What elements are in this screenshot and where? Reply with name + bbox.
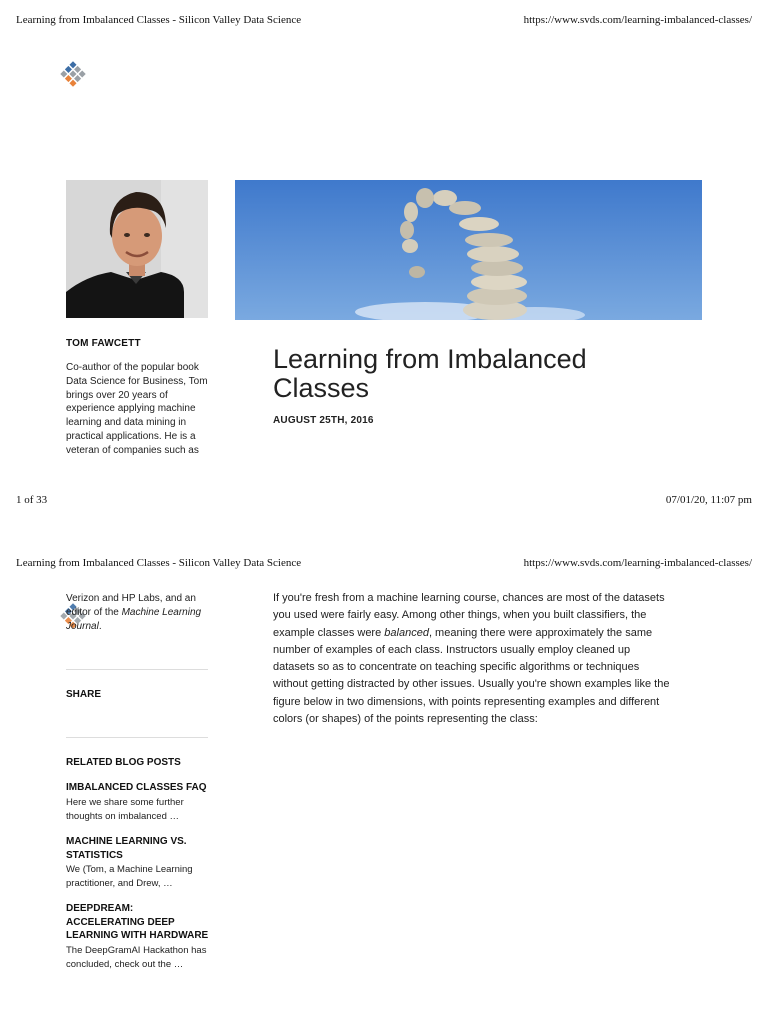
related-post-excerpt: Here we share some further thoughts on imbalanced … (66, 796, 184, 822)
bio-text: Verizon and HP Labs, and an editor of the (66, 593, 196, 618)
svds-logo-icon[interactable] (58, 59, 88, 89)
share-label[interactable]: SHARE (66, 689, 102, 700)
hero-image (235, 180, 702, 320)
print-header-url[interactable]: https://www.svds.com/learning-imbalanced-classes/ (523, 14, 752, 26)
body-text-1: If you're fresh from a machine learning course, chances are most of the datasets you used were fairly easy. Among other things, when you built classifiers, the example classes were (273, 592, 665, 639)
article-body-paragraph (273, 590, 673, 728)
related-post[interactable] (66, 781, 211, 824)
print-timestamp: 07/01/20, 11:07 pm (665, 494, 752, 506)
divider (66, 737, 208, 738)
page-number: 1 of 33 (16, 494, 48, 506)
author-bio: Co-author of the popular book Data Science for Business, Tom brings over 20 years of experience applying machine learning and data mining in practical applications. He is a veteran of companies such as (66, 362, 208, 456)
related-post-title[interactable]: DEEPDREAM: ACCELERATING DEEP LEARNING WITH HARDWARE (66, 903, 209, 941)
author-photo (66, 180, 208, 318)
print-header-title: Learning from Imbalanced Classes - Silicon Valley Data Science (16, 557, 302, 569)
author-bio-continued (66, 592, 211, 633)
related-post[interactable] (66, 902, 211, 972)
journal-name: Machine Learning Journal (66, 606, 202, 632)
article-date: AUGUST 25TH, 2016 (273, 415, 374, 426)
body-emphasis: balanced (384, 626, 429, 639)
related-post-excerpt: The DeepGramAI Hackathon has concluded, check out the … (66, 944, 207, 970)
related-posts-heading: RELATED BLOG POSTS (66, 757, 181, 768)
related-post[interactable] (66, 835, 211, 891)
bio-period: . (98, 620, 102, 632)
related-post-title[interactable]: IMBALANCED CLASSES FAQ (66, 782, 207, 793)
divider (66, 669, 208, 670)
body-text-2: , meaning there were approximately the same number of examples of each class. Instructors usually employ cleaned up datasets so as to concentrate on teaching specific algorithms or techniques without getting distracted by other issues. Usually you're shown examples like the figure below in two dimensions, with points representing examples and different colors (or shapes) of the points representing the class: (273, 626, 670, 726)
author-name[interactable]: TOM FAWCETT (66, 338, 141, 349)
related-post-title[interactable]: MACHINE LEARNING VS. STATISTICS (66, 836, 187, 861)
print-header-url[interactable]: https://www.svds.com/learning-imbalanced-classes/ (523, 557, 752, 569)
print-header-title: Learning from Imbalanced Classes - Silicon Valley Data Science (16, 14, 302, 26)
article-title: Learning from Imbalanced Classes (273, 344, 587, 403)
related-post-excerpt: We (Tom, a Machine Learning practitioner, and Drew, … (66, 864, 193, 889)
